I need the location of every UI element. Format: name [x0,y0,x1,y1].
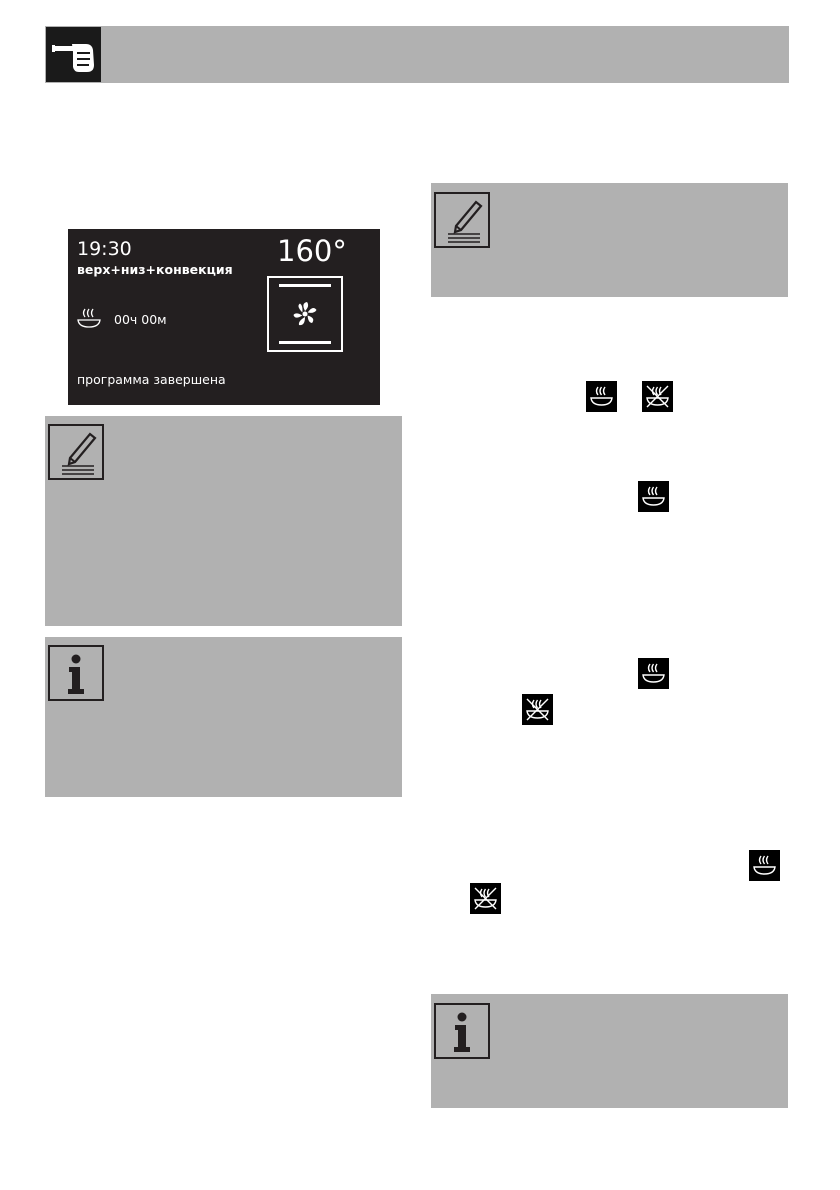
oven-display [68,229,380,405]
warming-pan-crossed-icon [642,381,673,412]
warming-pan-crossed-icon [522,694,553,725]
oven-function-icon [267,276,343,352]
info-icon [48,645,104,701]
warming-pan-icon [638,481,669,512]
warming-pan-crossed-icon [470,883,501,914]
warming-pan-icon [638,658,669,689]
warming-pan-icon [76,306,102,335]
warming-pan-icon [749,850,780,881]
pencil-note-icon [434,192,490,248]
warming-pan-icon [586,381,617,412]
display-time: 19:30 [77,238,132,260]
section-header-bar [45,26,789,83]
display-status: программа завершена [77,372,226,387]
pointing-hand-icon [46,27,101,82]
pencil-note-icon [48,424,104,480]
display-timer: 00ч 00м [114,312,167,327]
display-temperature: 160° [277,234,347,268]
fan-icon [291,300,319,333]
info-icon [434,1003,490,1059]
display-mode: верх+низ+конвекция [77,262,233,277]
